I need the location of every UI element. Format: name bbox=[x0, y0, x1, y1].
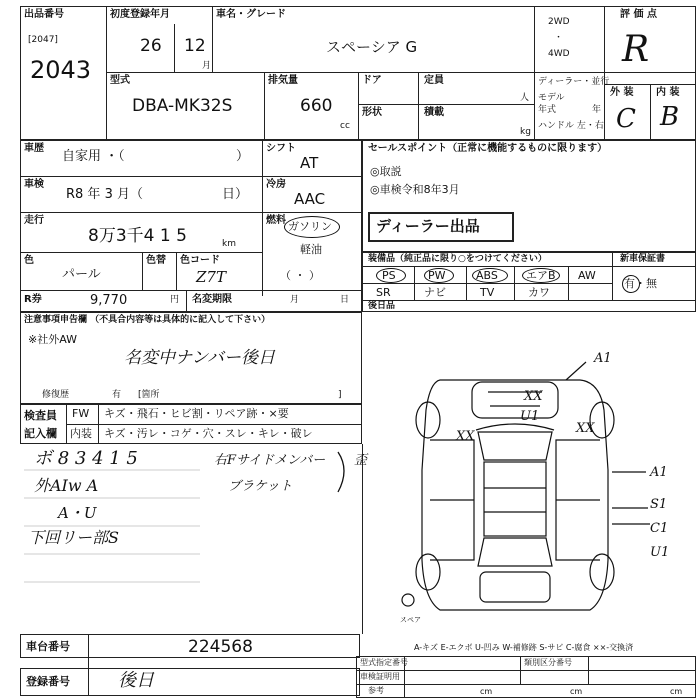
capacity-label: 定員 bbox=[424, 75, 444, 86]
inspector-int-items: キズ・汚レ・コゲ・穴・スレ・キレ・破レ bbox=[104, 427, 313, 440]
inspection-day: 日） bbox=[222, 187, 249, 202]
mark-a1-side: A1 bbox=[650, 465, 668, 480]
door-label: ドア bbox=[362, 75, 382, 86]
ext-value: C bbox=[616, 104, 636, 134]
capacity-unit: 人 bbox=[520, 93, 530, 103]
lot-number: 2043 bbox=[30, 56, 92, 84]
mark-xx-left: XX bbox=[456, 429, 475, 444]
history-close: ） bbox=[236, 149, 250, 164]
notes-line-2: 名変中ナンバー後日 bbox=[124, 348, 275, 368]
legend: A-キズ E-エクボ U-凹み W-補修跡 S-サビ C-腐食 ××-交換済 bbox=[414, 643, 634, 652]
warranty-label: 新車保証書 bbox=[620, 254, 666, 264]
reg-year: 26 bbox=[140, 36, 162, 56]
cm-1: cm bbox=[480, 687, 493, 696]
sales-point-1: ◎取説 bbox=[370, 165, 402, 178]
mark-a1-top: A1 bbox=[594, 351, 612, 366]
recycle-label: R券 bbox=[24, 294, 42, 305]
later-label: 後日品 bbox=[368, 301, 396, 311]
reg-month: 12 bbox=[184, 36, 206, 56]
inspection-value: R8 年 3 月（ bbox=[66, 187, 143, 202]
shape-label: 形状 bbox=[362, 107, 382, 118]
shift-label: シフト bbox=[266, 143, 296, 154]
color-value: パール bbox=[62, 267, 101, 282]
ext-label: 外 装 bbox=[610, 87, 634, 98]
hand-line-2: 外AIw A bbox=[34, 476, 99, 495]
warranty-value: 有・無 bbox=[624, 277, 657, 290]
title-label: 名変期限 bbox=[192, 294, 232, 305]
drive-dot: ・ bbox=[554, 33, 564, 43]
equip-sr: SR bbox=[376, 286, 391, 299]
reg-month-unit: 月 bbox=[202, 61, 212, 71]
history-label: 車歴 bbox=[24, 143, 44, 154]
fuel-diesel: 軽油 bbox=[300, 243, 322, 256]
cert-label: 車検証明用 bbox=[360, 672, 400, 681]
equip-airbag: エアB bbox=[526, 269, 556, 282]
mileage-label: 走行 bbox=[24, 215, 44, 226]
color-change-label: 色替 bbox=[146, 255, 166, 266]
handle-label: ハンドル 左・右 bbox=[538, 121, 604, 131]
inspector-int-label: 内装 bbox=[70, 427, 92, 440]
name-label: 車名・グレード bbox=[216, 9, 286, 20]
class-label: 類別区分番号 bbox=[524, 658, 572, 667]
equip-abs: ABS bbox=[476, 269, 498, 282]
cm-2: cm bbox=[570, 687, 583, 696]
inspection-label: 車検 bbox=[24, 179, 44, 190]
chassis-label: 車台番号 bbox=[26, 640, 70, 653]
color-code-value: Z7T bbox=[196, 268, 226, 286]
fuel-gas: ガソリン bbox=[288, 220, 332, 233]
hand-right-2: ブラケット bbox=[228, 479, 293, 494]
lot-label: 出品番号 bbox=[24, 9, 64, 20]
notes-line-1: ※社外AW bbox=[28, 333, 78, 346]
spare-label: スペア bbox=[400, 616, 421, 624]
year-label: 年式 bbox=[538, 105, 557, 115]
color-label: 色 bbox=[24, 255, 34, 266]
fuel-label: 燃料 bbox=[266, 215, 286, 226]
mileage-value: 8万3千4 1 5 bbox=[88, 226, 187, 246]
model-year-label: モデル bbox=[538, 93, 565, 103]
dealer-label: ディーラー・並行 bbox=[538, 77, 610, 87]
model-value: DBA-MK32S bbox=[132, 96, 233, 116]
load-unit: kg bbox=[520, 127, 531, 137]
repair-label: 修復歴 bbox=[42, 390, 70, 400]
load-label: 積載 bbox=[424, 107, 444, 118]
chassis-value: 224568 bbox=[188, 637, 253, 657]
equip-tv: TV bbox=[480, 286, 495, 299]
mileage-unit: km bbox=[222, 239, 236, 249]
sales-point-2: ◎車検令和8年3月 bbox=[370, 183, 460, 196]
equip-ps: PS bbox=[382, 269, 396, 282]
equip-leather: カワ bbox=[528, 286, 550, 299]
mark-u1-hood: U1 bbox=[520, 409, 540, 424]
inspector-fw: FW bbox=[72, 407, 90, 420]
int-value: B bbox=[660, 102, 680, 132]
model-label: 型式 bbox=[110, 75, 130, 86]
shift-value: AT bbox=[300, 154, 319, 172]
grade-label: 評 価 点 bbox=[620, 9, 657, 20]
frame-label: 型式指定番号 bbox=[360, 658, 408, 667]
hand-line-1: ボ 8 3 4 1 5 bbox=[34, 448, 138, 469]
dealer-badge-text: ディーラー出品 bbox=[376, 217, 480, 235]
title-day: 日 bbox=[340, 295, 350, 305]
grade-value: R bbox=[622, 29, 650, 70]
ac-value: AAC bbox=[294, 190, 326, 208]
repair-close: ] bbox=[338, 390, 342, 400]
reg-label: 初度登録年月 bbox=[110, 9, 170, 20]
ref-label: 参考 bbox=[368, 686, 384, 695]
inspector-label-1: 検査員 bbox=[24, 409, 57, 422]
mark-u1-side: U1 bbox=[650, 545, 670, 560]
equip-aw: AW bbox=[578, 269, 596, 282]
color-code-label: 色コード bbox=[180, 255, 220, 266]
mark-s1: S1 bbox=[650, 497, 668, 512]
mark-c1: C1 bbox=[650, 521, 669, 536]
lot-small: [2047] bbox=[28, 35, 58, 45]
hand-line-4: 下回リー部S bbox=[28, 528, 119, 547]
fuel-paren: （ ・ ） bbox=[280, 269, 320, 282]
cm-3: cm bbox=[670, 687, 683, 696]
drive-2wd: 2WD bbox=[548, 17, 570, 27]
equip-navi: ナビ bbox=[424, 286, 446, 299]
sales-title: セールスポイント（正常に機能するものに限ります） bbox=[368, 143, 608, 154]
hand-line-3: A・U bbox=[58, 504, 97, 522]
disp-label: 排気量 bbox=[268, 75, 298, 86]
inspector-label-2: 記入欄 bbox=[24, 427, 57, 440]
drive-4wd: 4WD bbox=[548, 49, 570, 59]
reg-no-value: 後日 bbox=[118, 670, 154, 691]
hand-right-1: 右Fサイドメンバー bbox=[214, 453, 326, 468]
name-value: スペーシア G bbox=[326, 38, 418, 56]
recycle-unit: 円 bbox=[170, 295, 180, 305]
reg-no-frame bbox=[20, 668, 360, 696]
recycle-value: 9,770 bbox=[90, 293, 128, 308]
inspector-ext-items: キズ・飛石・ヒビ割・リペア跡・×要 bbox=[104, 407, 289, 420]
ac-label: 冷房 bbox=[266, 179, 286, 190]
history-value: 自家用 ・（ bbox=[62, 149, 125, 164]
reg-no-label: 登録番号 bbox=[26, 675, 70, 688]
notes-title: 注意事項申告欄 （不具合内容等は具体的に記入して下さい） bbox=[24, 315, 271, 325]
mark-xx-roof: XX bbox=[524, 389, 543, 404]
equipment-title: 装備品（純正品に限り○をつけてください） bbox=[368, 254, 547, 264]
hand-right-side: 歪 bbox=[354, 453, 368, 468]
equip-pw: PW bbox=[428, 269, 446, 282]
disp-unit: cc bbox=[340, 121, 350, 131]
mark-xx-right: XX bbox=[576, 421, 595, 436]
repair-part: [箇所 bbox=[138, 390, 160, 400]
title-month: 月 bbox=[290, 295, 300, 305]
year-unit: 年 bbox=[592, 105, 602, 115]
int-label: 内 装 bbox=[656, 87, 680, 98]
repair-value: 有 bbox=[112, 390, 122, 400]
disp-value: 660 bbox=[300, 96, 333, 116]
